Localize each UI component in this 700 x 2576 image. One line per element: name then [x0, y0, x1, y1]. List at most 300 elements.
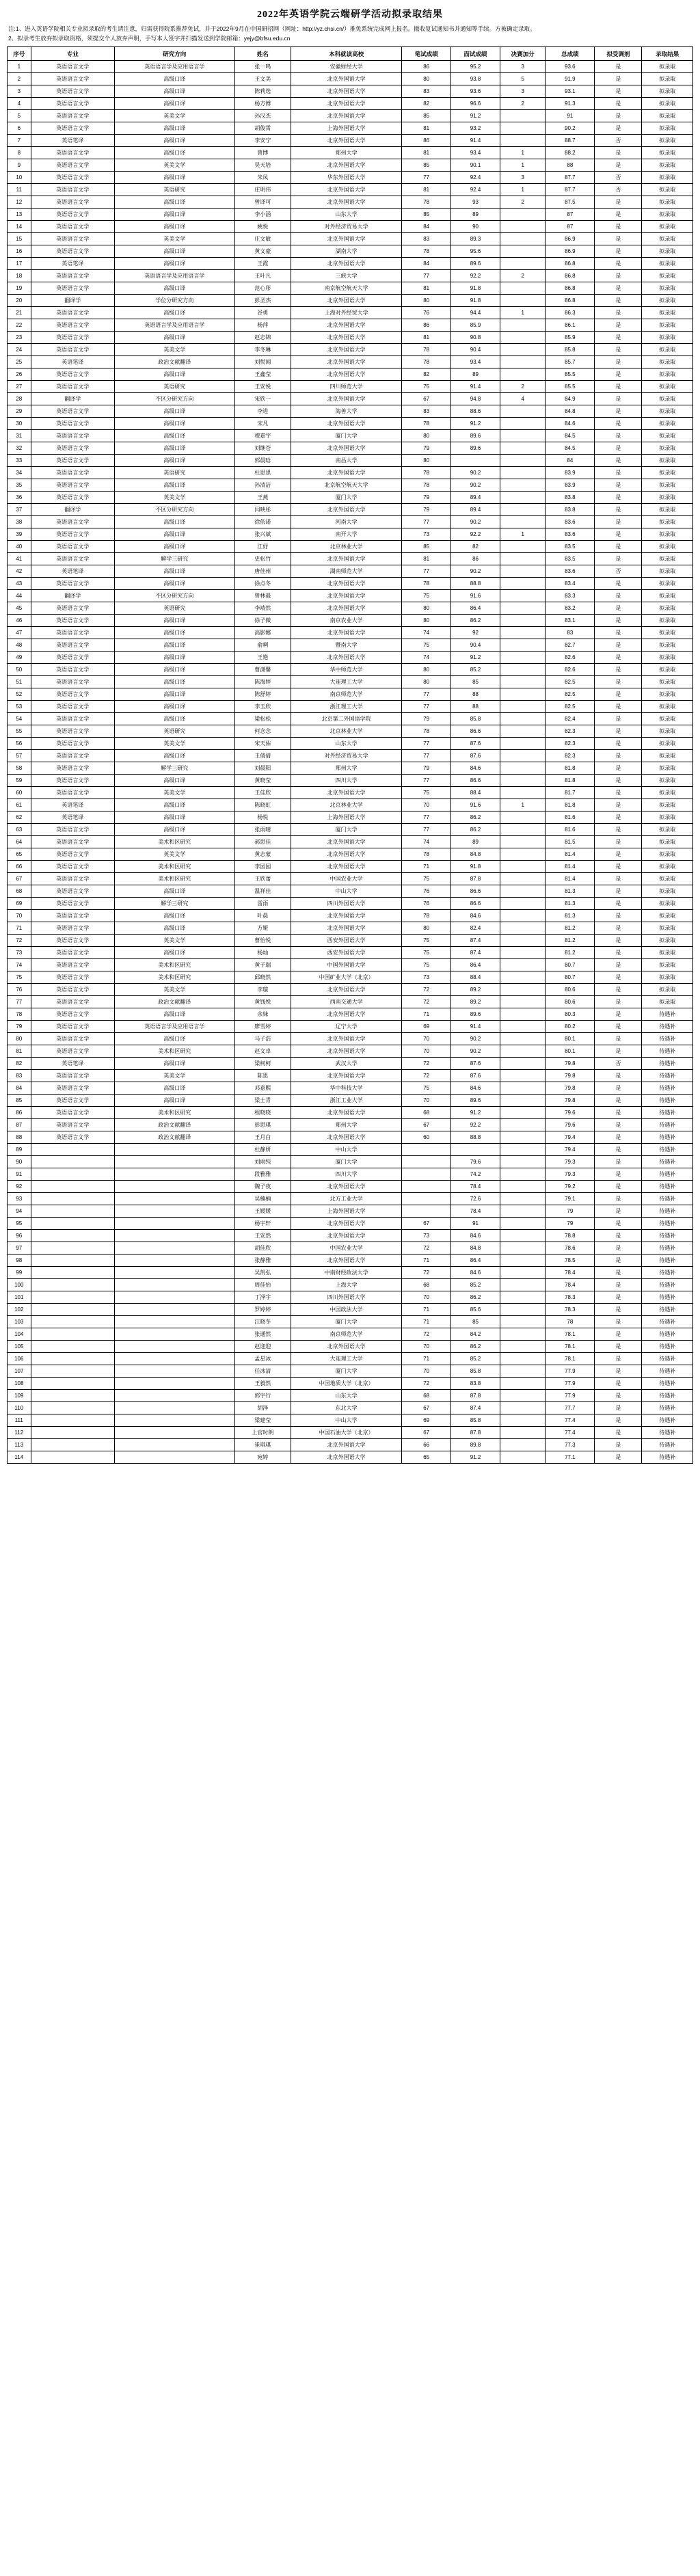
cell-transfer: 是: [595, 1439, 642, 1451]
cell-written: [402, 1181, 451, 1193]
cell-written: 72: [402, 1328, 451, 1341]
cell-total: 78: [546, 1316, 595, 1328]
cell-result: 拟录取: [642, 541, 693, 553]
cell-result: 拟录取: [642, 590, 693, 602]
table-row: [8, 1328, 693, 1341]
cell-school: 华中师范大学: [291, 664, 402, 676]
cell-school: 北京外国语大学: [291, 1008, 402, 1021]
cell-bonus: [500, 344, 546, 356]
cell-transfer: 是: [595, 627, 642, 639]
cell-total: 83.6: [546, 565, 595, 578]
cell-direction: [114, 1414, 234, 1427]
cell-school: 四川外国语大学: [291, 1291, 402, 1304]
cell-interview: 86.2: [451, 811, 500, 824]
cell-bonus: [500, 418, 546, 430]
table-row: [8, 85, 693, 98]
cell-major: 英语语言文学: [31, 172, 114, 184]
cell-transfer: 是: [595, 1082, 642, 1095]
table-row: [8, 209, 693, 221]
cell-transfer: 是: [595, 455, 642, 467]
cell-name: 梁柯柯: [234, 1058, 291, 1070]
cell-written: 78: [402, 245, 451, 258]
cell-bonus: 3: [500, 172, 546, 184]
cell-result: 拟录取: [642, 196, 693, 209]
cell-transfer: 是: [595, 1267, 642, 1279]
cell-index: 35: [8, 479, 31, 492]
cell-bonus: [500, 1008, 546, 1021]
col-bonus: 决赛加分: [500, 47, 546, 61]
cell-interview: 91.6: [451, 799, 500, 811]
cell-result: 拟录取: [642, 873, 693, 885]
cell-index: 108: [8, 1378, 31, 1390]
cell-index: 11: [8, 184, 31, 196]
table-row: [8, 1414, 693, 1427]
cell-result: 待遇补: [642, 1353, 693, 1365]
cell-name: 雷雨: [234, 898, 291, 910]
cell-index: 110: [8, 1402, 31, 1414]
cell-name: 杨灿: [234, 947, 291, 959]
cell-index: 71: [8, 922, 31, 935]
cell-written: 80: [402, 430, 451, 442]
cell-result: 拟录取: [642, 479, 693, 492]
cell-direction: 解学三研究: [114, 553, 234, 565]
cell-school: 厦门大学: [291, 430, 402, 442]
cell-major: 英语语言文学: [31, 1008, 114, 1021]
cell-written: 73: [402, 971, 451, 984]
cell-total: 81.4: [546, 873, 595, 885]
cell-transfer: 是: [595, 541, 642, 553]
cell-major: 英语语言文学: [31, 713, 114, 725]
cell-interview: 87.6: [451, 1070, 500, 1082]
cell-written: 77: [402, 565, 451, 578]
cell-result: 拟录取: [642, 356, 693, 368]
cell-school: 北京外国语大学: [291, 233, 402, 245]
cell-written: 80: [402, 615, 451, 627]
cell-written: 76: [402, 885, 451, 898]
cell-interview: 90.2: [451, 467, 500, 479]
cell-school: 暨南大学: [291, 639, 402, 652]
cell-bonus: [500, 1255, 546, 1267]
cell-direction: 英美文学: [114, 1070, 234, 1082]
cell-school: 上海大学: [291, 1279, 402, 1291]
cell-written: 70: [402, 1341, 451, 1353]
cell-major: 英语语言文学: [31, 479, 114, 492]
table-row: [8, 602, 693, 615]
cell-total: 91.9: [546, 73, 595, 85]
cell-transfer: 是: [595, 1328, 642, 1341]
cell-name: 李安宁: [234, 135, 291, 147]
table-row: [8, 1218, 693, 1230]
cell-interview: 89.4: [451, 504, 500, 516]
table-row: [8, 1021, 693, 1033]
cell-total: 84.5: [546, 442, 595, 455]
cell-transfer: 是: [595, 1414, 642, 1427]
cell-index: 109: [8, 1390, 31, 1402]
cell-interview: 92.2: [451, 528, 500, 541]
cell-result: 拟录取: [642, 565, 693, 578]
cell-bonus: [500, 332, 546, 344]
cell-written: 85: [402, 110, 451, 122]
cell-transfer: 是: [595, 319, 642, 332]
table-row: [8, 1205, 693, 1218]
cell-total: 78.1: [546, 1353, 595, 1365]
cell-direction: 英语研究: [114, 467, 234, 479]
cell-index: 53: [8, 701, 31, 713]
table-row: [8, 1390, 693, 1402]
cell-direction: 高级口译: [114, 516, 234, 528]
cell-name: 邓嘉熙: [234, 1082, 291, 1095]
cell-written: 67: [402, 1427, 451, 1439]
cell-transfer: 是: [595, 1168, 642, 1181]
table-row: [8, 1341, 693, 1353]
cell-direction: 高级口译: [114, 615, 234, 627]
cell-interview: 87.6: [451, 750, 500, 762]
cell-direction: 不区分研究方向: [114, 393, 234, 405]
table-row: [8, 221, 693, 233]
cell-school: 北京外国语大学: [291, 1230, 402, 1242]
cell-direction: [114, 1193, 234, 1205]
cell-index: 114: [8, 1451, 31, 1464]
cell-name: 杨萍: [234, 319, 291, 332]
cell-index: 56: [8, 738, 31, 750]
cell-name: 李靖然: [234, 602, 291, 615]
cell-name: 吴天培: [234, 159, 291, 172]
cell-bonus: [500, 1131, 546, 1144]
cell-bonus: [500, 541, 546, 553]
cell-transfer: 是: [595, 405, 642, 418]
cell-result: 拟录取: [642, 159, 693, 172]
cell-total: 79.6: [546, 1107, 595, 1119]
cell-written: 81: [402, 282, 451, 295]
cell-interview: 90.2: [451, 479, 500, 492]
cell-written: 79: [402, 762, 451, 775]
cell-written: 80: [402, 73, 451, 85]
table-row: [8, 799, 693, 811]
cell-bonus: [500, 996, 546, 1008]
cell-direction: 高级口译: [114, 775, 234, 787]
cell-total: 83.9: [546, 467, 595, 479]
cell-school: 北京第二外国语学院: [291, 713, 402, 725]
cell-school: 北京外国语大学: [291, 1045, 402, 1058]
cell-bonus: [500, 922, 546, 935]
cell-direction: 高级口译: [114, 1008, 234, 1021]
cell-transfer: 是: [595, 1427, 642, 1439]
cell-direction: 高级口译: [114, 245, 234, 258]
cell-major: [31, 1193, 114, 1205]
cell-bonus: 2: [500, 381, 546, 393]
cell-bonus: [500, 516, 546, 528]
cell-direction: [114, 1205, 234, 1218]
table-row: [8, 701, 693, 713]
cell-major: 英语笔译: [31, 811, 114, 824]
cell-index: 19: [8, 282, 31, 295]
cell-interview: 72.6: [451, 1193, 500, 1205]
cell-index: 44: [8, 590, 31, 602]
table-row: [8, 713, 693, 725]
cell-school: 中国农业大学: [291, 873, 402, 885]
cell-name: 胡佳欣: [234, 1242, 291, 1255]
cell-school: 北方工业大学: [291, 1193, 402, 1205]
table-row: [8, 996, 693, 1008]
cell-major: 英语语言文学: [31, 984, 114, 996]
cell-direction: [114, 1353, 234, 1365]
cell-result: 待遇补: [642, 1378, 693, 1390]
cell-transfer: 是: [595, 1378, 642, 1390]
cell-direction: 解学三研究: [114, 762, 234, 775]
cell-school: 北京林业大学: [291, 725, 402, 738]
cell-school: 上海对外经贸大学: [291, 307, 402, 319]
cell-name: 姚悦: [234, 221, 291, 233]
cell-total: 87.5: [546, 196, 595, 209]
cell-name: 梁松松: [234, 713, 291, 725]
cell-result: 待遇补: [642, 1242, 693, 1255]
cell-transfer: 是: [595, 1008, 642, 1021]
cell-result: 拟录取: [642, 885, 693, 898]
cell-transfer: 是: [595, 984, 642, 996]
cell-major: [31, 1402, 114, 1414]
cell-school: 北京外国语大学: [291, 1181, 402, 1193]
cell-result: 待遇补: [642, 1181, 693, 1193]
cell-transfer: 是: [595, 1070, 642, 1082]
cell-interview: 89.4: [451, 492, 500, 504]
cell-direction: 高级口译: [114, 910, 234, 922]
cell-index: 95: [8, 1218, 31, 1230]
cell-index: 100: [8, 1279, 31, 1291]
cell-transfer: 是: [595, 922, 642, 935]
cell-bonus: [500, 1107, 546, 1119]
cell-total: 88: [546, 159, 595, 172]
cell-direction: 高级口译: [114, 258, 234, 270]
cell-school: 北京外国语大学: [291, 553, 402, 565]
cell-index: 55: [8, 725, 31, 738]
cell-bonus: 5: [500, 73, 546, 85]
cell-written: 77: [402, 270, 451, 282]
cell-index: 81: [8, 1045, 31, 1058]
cell-bonus: [500, 221, 546, 233]
cell-written: 71: [402, 1304, 451, 1316]
cell-bonus: [500, 1058, 546, 1070]
cell-school: 华东外国语大学: [291, 172, 402, 184]
cell-bonus: [500, 664, 546, 676]
cell-index: 40: [8, 541, 31, 553]
cell-total: 81.2: [546, 922, 595, 935]
table-row: [8, 1045, 693, 1058]
cell-name: 陈舒婷: [234, 688, 291, 701]
cell-major: [31, 1156, 114, 1168]
cell-transfer: 是: [595, 1033, 642, 1045]
cell-result: 待遇补: [642, 1119, 693, 1131]
cell-interview: 86.4: [451, 1255, 500, 1267]
table-row: [8, 541, 693, 553]
cell-result: 拟录取: [642, 233, 693, 245]
cell-direction: 高级口译: [114, 750, 234, 762]
cell-direction: 英美文学: [114, 344, 234, 356]
cell-total: 79: [546, 1218, 595, 1230]
table-row: [8, 1082, 693, 1095]
cell-major: [31, 1341, 114, 1353]
cell-result: 待遇补: [642, 1439, 693, 1451]
cell-name: 刘雨纯: [234, 1156, 291, 1168]
table-row: [8, 1107, 693, 1119]
col-major: 专业: [31, 47, 114, 61]
cell-name: 孟星冰: [234, 1353, 291, 1365]
cell-index: 93: [8, 1193, 31, 1205]
cell-index: 65: [8, 848, 31, 861]
cell-major: 英语语言文学: [31, 381, 114, 393]
cell-name: 徐子微: [234, 615, 291, 627]
cell-result: 拟录取: [642, 910, 693, 922]
cell-written: [402, 1193, 451, 1205]
table-row: [8, 258, 693, 270]
cell-direction: 高级口译: [114, 430, 234, 442]
cell-direction: 高级口译: [114, 811, 234, 824]
cell-index: 32: [8, 442, 31, 455]
cell-major: 英语语言文学: [31, 319, 114, 332]
cell-interview: 94.8: [451, 393, 500, 405]
cell-total: 84.8: [546, 405, 595, 418]
cell-bonus: [500, 479, 546, 492]
cell-school: 中国石油大学（北京）: [291, 1427, 402, 1439]
cell-interview: 86.6: [451, 885, 500, 898]
cell-result: 拟录取: [642, 393, 693, 405]
cell-total: 81.5: [546, 836, 595, 848]
cell-total: 78.3: [546, 1304, 595, 1316]
cell-interview: 90.2: [451, 1033, 500, 1045]
cell-total: 86.8: [546, 282, 595, 295]
admission-results-table: [7, 46, 693, 1464]
cell-major: [31, 1328, 114, 1341]
cell-total: 82.7: [546, 639, 595, 652]
cell-total: 83.6: [546, 528, 595, 541]
cell-school: 北京外国语大学: [291, 910, 402, 922]
table-row: [8, 652, 693, 664]
col-written: 笔试成绩: [402, 47, 451, 61]
table-row: [8, 1304, 693, 1316]
cell-major: 英语语言文学: [31, 848, 114, 861]
cell-written: [402, 1168, 451, 1181]
cell-result: 拟录取: [642, 368, 693, 381]
cell-transfer: 是: [595, 1402, 642, 1414]
cell-total: 81.4: [546, 861, 595, 873]
cell-written: 74: [402, 836, 451, 848]
cell-school: 南京师范大学: [291, 688, 402, 701]
cell-total: 78.4: [546, 1267, 595, 1279]
cell-written: 82: [402, 368, 451, 381]
cell-major: 英语语言文学: [31, 467, 114, 479]
cell-written: 77: [402, 824, 451, 836]
cell-school: 海善大学: [291, 405, 402, 418]
cell-interview: 74.2: [451, 1168, 500, 1181]
cell-interview: 86: [451, 553, 500, 565]
cell-result: 拟录取: [642, 652, 693, 664]
cell-bonus: [500, 1353, 546, 1365]
cell-bonus: [500, 935, 546, 947]
cell-total: 90.2: [546, 122, 595, 135]
cell-school: 大连理工大学: [291, 1353, 402, 1365]
cell-total: 78.4: [546, 1279, 595, 1291]
cell-name: 闫映彤: [234, 504, 291, 516]
cell-name: 黄子瑞: [234, 959, 291, 971]
cell-interview: 87.4: [451, 947, 500, 959]
cell-index: 14: [8, 221, 31, 233]
cell-total: 93.6: [546, 61, 595, 73]
table-row: [8, 1242, 693, 1255]
cell-result: 待遇补: [642, 1341, 693, 1353]
cell-name: 赵文卓: [234, 1045, 291, 1058]
cell-transfer: 是: [595, 959, 642, 971]
table-row: [8, 1131, 693, 1144]
table-row: [8, 1353, 693, 1365]
cell-written: 75: [402, 590, 451, 602]
cell-major: 英语语言文学: [31, 1107, 114, 1119]
table-row: [8, 122, 693, 135]
cell-direction: 高级口译: [114, 418, 234, 430]
cell-interview: 92.4: [451, 184, 500, 196]
cell-interview: 85.6: [451, 1304, 500, 1316]
cell-direction: 美术和区研究: [114, 836, 234, 848]
cell-result: 待遇补: [642, 1267, 693, 1279]
cell-written: 77: [402, 738, 451, 750]
cell-interview: 85.8: [451, 1365, 500, 1378]
cell-name: 王霞: [234, 258, 291, 270]
cell-school: 华中科技大学: [291, 1082, 402, 1095]
cell-school: 南开大学: [291, 528, 402, 541]
cell-transfer: 是: [595, 811, 642, 824]
cell-direction: 高级口译: [114, 565, 234, 578]
cell-major: 英语语言文学: [31, 947, 114, 959]
cell-index: 48: [8, 639, 31, 652]
cell-major: 英语语言文学: [31, 528, 114, 541]
cell-direction: 高级口译: [114, 479, 234, 492]
cell-school: 郑州大学: [291, 762, 402, 775]
cell-direction: 高级口译: [114, 282, 234, 295]
cell-school: 厦门大学: [291, 492, 402, 504]
cell-name: 吴楠楠: [234, 1193, 291, 1205]
cell-school: 辽宁大学: [291, 1021, 402, 1033]
cell-written: 83: [402, 233, 451, 245]
cell-transfer: 否: [595, 1058, 642, 1070]
cell-major: [31, 1218, 114, 1230]
cell-school: 北京外国语大学: [291, 590, 402, 602]
cell-bonus: [500, 885, 546, 898]
cell-major: 英语语言文学: [31, 61, 114, 73]
cell-transfer: 是: [595, 1353, 642, 1365]
table-row: [8, 455, 693, 467]
cell-school: 北京外国语大学: [291, 504, 402, 516]
cell-name: 庄文敏: [234, 233, 291, 245]
cell-total: 79.8: [546, 1058, 595, 1070]
cell-name: 孙清洁: [234, 479, 291, 492]
cell-transfer: 是: [595, 553, 642, 565]
cell-bonus: [500, 1365, 546, 1378]
cell-transfer: 是: [595, 750, 642, 762]
cell-result: 拟录取: [642, 307, 693, 319]
col-name: 姓名: [234, 47, 291, 61]
cell-major: [31, 1267, 114, 1279]
cell-result: 拟录取: [642, 295, 693, 307]
cell-index: 80: [8, 1033, 31, 1045]
cell-direction: [114, 1218, 234, 1230]
cell-interview: 91.2: [451, 1107, 500, 1119]
cell-interview: 90.4: [451, 344, 500, 356]
cell-written: 85: [402, 159, 451, 172]
cell-index: 43: [8, 578, 31, 590]
cell-written: 71: [402, 1008, 451, 1021]
cell-bonus: [500, 639, 546, 652]
cell-result: 拟录取: [642, 602, 693, 615]
cell-transfer: 是: [595, 848, 642, 861]
table-row: [8, 848, 693, 861]
